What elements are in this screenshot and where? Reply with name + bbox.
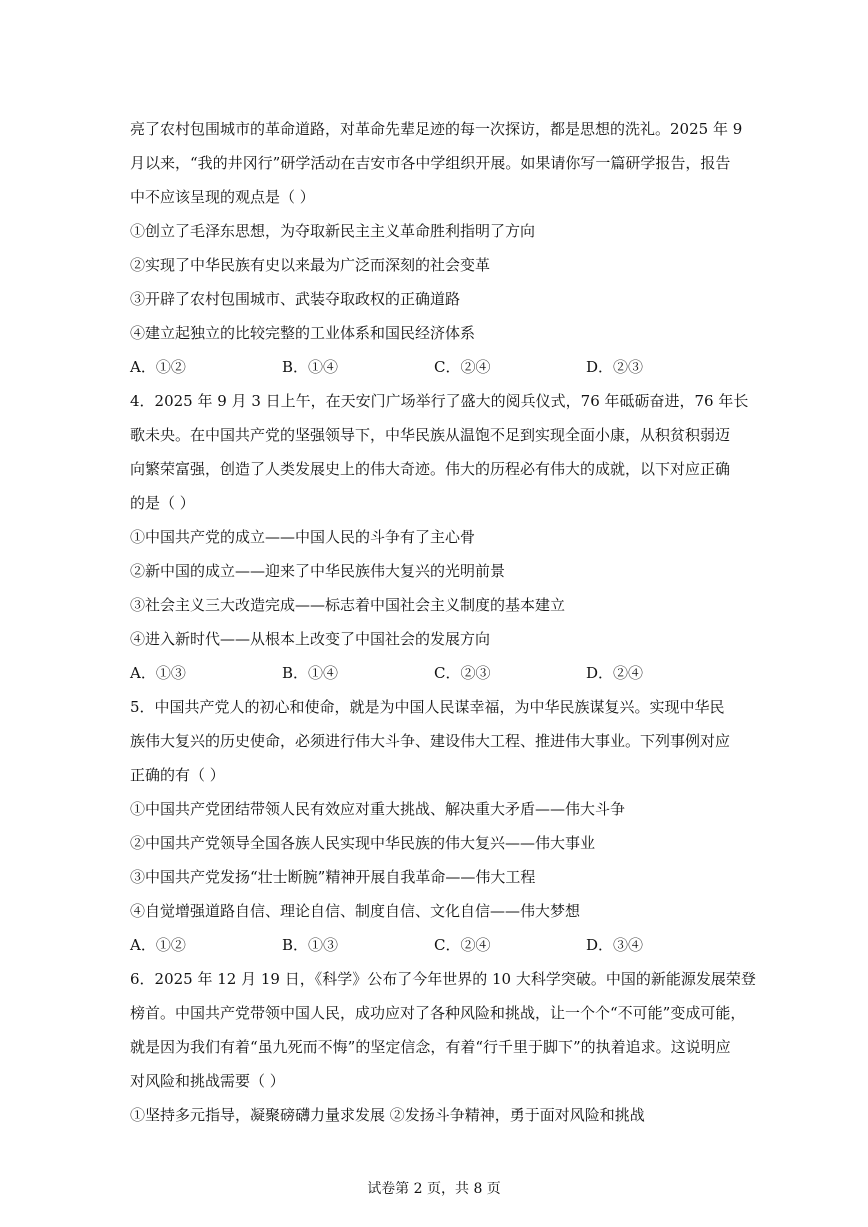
question-stem-line: 歌未央。在中国共产党的坚强领导下，中华民族从温饱不足到实现全面小康，从积贫积弱迈 [130,426,731,444]
choice-a: A．①③ [130,664,186,682]
choice-b: B．①③ [282,936,339,954]
question-stem-line: 5．中国共产党人的初心和使命，就是为中国人民谋幸福，为中华民族谋复兴。实现中华民 [130,698,725,716]
option-statement: ①中国共产党团结带领人民有效应对重大挑战、解决重大矛盾——伟大斗争 [130,800,626,818]
option-statement: ①创立了毛泽东思想，为夺取新民主主义革命胜利指明了方向 [130,222,536,240]
answer-choices [130,928,752,962]
question-stem-line: 6．2025 年 12 月 19 日，《科学》公布了今年世界的 10 大科学突破。中国的新能源发展荣登 [130,970,756,988]
answer-choices [130,350,752,384]
choice-c: C．②④ [434,358,491,376]
option-statement: ③开辟了农村包围城市、武装夺取政权的正确道路 [130,290,461,308]
option-statement: ③中国共产党发扬“壮士断腕”精神开展自我革命——伟大工程 [130,868,536,886]
question-5 [130,690,752,962]
option-statement: ①坚持多元指导，凝聚磅礴力量求发展 ②发扬斗争精神，勇于面对风险和挑战 [130,1106,645,1124]
page-footer: 试卷第 2 页，共 8 页 [367,1181,501,1197]
option-statement: ④自觉增强道路自信、理论自信、制度自信、文化自信——伟大梦想 [130,902,581,920]
question-stem-line: 月以来，“我的井冈行”研学活动在吉安市各中学组织开展。如果请你写一篇研学报告，报告 [130,154,731,172]
question-stem-line: 榜首。中国共产党带领中国人民，成功应对了各种风险和挑战，让一个个“不可能”变成可能， [130,1004,746,1022]
choice-d: D．③④ [586,936,644,954]
answer-choices [130,656,752,690]
option-statement: ②中国共产党领导全国各族人民实现中华民族的伟大复兴——伟大事业 [130,834,596,852]
choice-d: D．②③ [586,358,644,376]
choice-d: D．②④ [586,664,644,682]
option-statement: ②实现了中华民族有史以来最为广泛而深刻的社会变革 [130,256,491,274]
question-stem-line: 向繁荣富强，创造了人类发展史上的伟大奇迹。伟大的历程必有伟大的成就，以下对应正确 [130,460,731,478]
choice-a: A．①② [130,358,186,376]
question-4 [130,384,752,690]
question-stem-line: 就是因为我们有着“虽九死而不悔”的坚定信念，有着“行千里于脚下”的执着追求。这说明应 [130,1038,731,1056]
choice-b: B．①④ [282,664,339,682]
question-stem-line: 的是（ ） [130,494,195,512]
option-statement: ③社会主义三大改造完成——标志着中国社会主义制度的基本建立 [130,596,566,614]
question-stem-line: 族伟大复兴的历史使命，必须进行伟大斗争、建设伟大工程、推进伟大事业。下列事例对应 [130,732,731,750]
option-statement: ④进入新时代——从根本上改变了中国社会的发展方向 [130,630,491,648]
question-stem-line: 正确的有（ ） [130,766,225,784]
page-content [130,112,756,1132]
question-stem-line: 中不应该呈现的观点是（ ） [130,188,315,206]
choice-c: C．②③ [434,664,491,682]
question-3 [130,112,752,384]
choice-a: A．①② [130,936,186,954]
choice-b: B．①④ [282,358,339,376]
question-6 [130,962,756,1132]
option-statement: ②新中国的成立——迎来了中华民族伟大复兴的光明前景 [130,562,506,580]
choice-c: C．②④ [434,936,491,954]
option-statement: ①中国共产党的成立——中国人民的斗争有了主心骨 [130,528,476,546]
question-stem-line: 亮了农村包围城市的革命道路，对革命先辈足迹的每一次探访，都是思想的洗礼。2025 年 9 [130,120,743,138]
question-stem-line: 4．2025 年 9 月 3 日上午，在天安门广场举行了盛大的阅兵仪式，76 年砥砺奋进，76 年长 [130,392,749,410]
option-statement: ④建立起独立的比较完整的工业体系和国民经济体系 [130,324,476,342]
question-stem-line: 对风险和挑战需要（ ） [130,1072,285,1090]
